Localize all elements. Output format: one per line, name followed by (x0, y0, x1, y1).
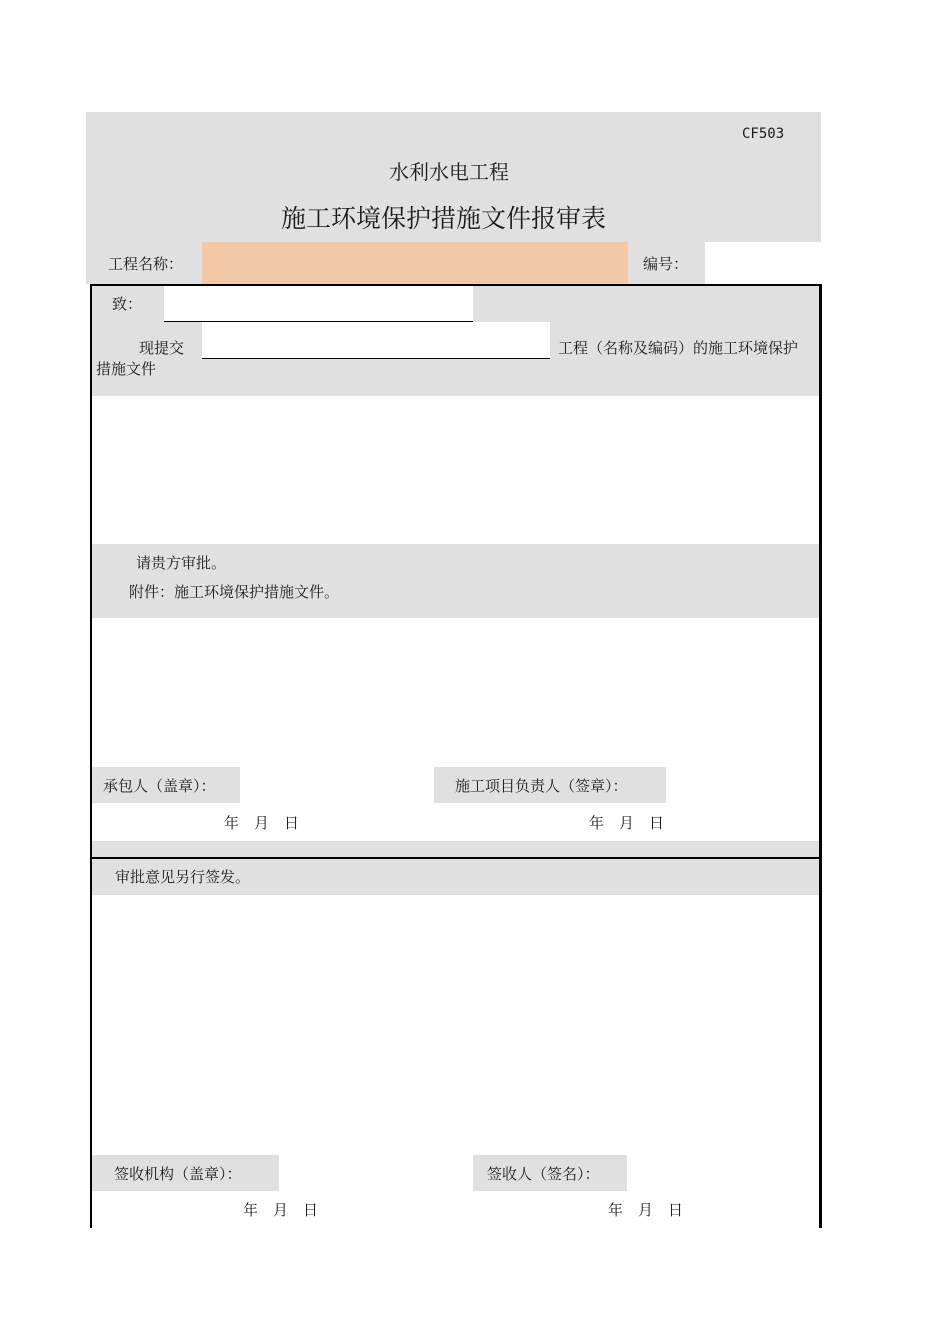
submit-underline (202, 358, 550, 359)
project-name-field[interactable] (202, 242, 628, 284)
section-gap (92, 841, 819, 857)
receiver-signature-label: 签收人（签名）： (487, 1165, 600, 1183)
submit-line2: 措施文件 (96, 360, 157, 378)
form-code: CF503 (742, 126, 785, 142)
number-label: 编号： (643, 255, 689, 273)
manager-date: 年 月 日 (589, 814, 665, 832)
number-field[interactable] (705, 242, 821, 284)
frame-top (90, 284, 822, 286)
contractor-seal-label: 承包人（盖章）： (103, 777, 216, 795)
submit-suffix: 工程（名称及编码）的施工环境保护 (558, 339, 799, 357)
receiving-agency-label: 签收机构（盖章）： (114, 1165, 242, 1183)
receiver-date: 年 月 日 (608, 1201, 684, 1219)
org-title: 水利水电工程 (389, 160, 509, 184)
contractor-date: 年 月 日 (224, 814, 300, 832)
submit-project-field[interactable] (202, 322, 550, 358)
agency-date: 年 月 日 (243, 1201, 319, 1219)
project-manager-label: 施工项目负责人（签章）： (455, 777, 628, 795)
frame-right (819, 284, 822, 1228)
frame-left (90, 284, 92, 1228)
attachment-text: 附件：施工环境保护措施文件。 (129, 583, 340, 601)
to-recipient-field[interactable] (164, 286, 473, 322)
to-label: 致： (112, 295, 143, 313)
project-name-label: 工程名称： (108, 255, 184, 273)
document-title: 施工环境保护措施文件报审表 (281, 204, 607, 233)
submit-prefix: 现提交 (139, 339, 185, 357)
request-text: 请贵方审批。 (136, 554, 227, 572)
approval-opinion-text: 审批意见另行签发。 (115, 868, 251, 886)
